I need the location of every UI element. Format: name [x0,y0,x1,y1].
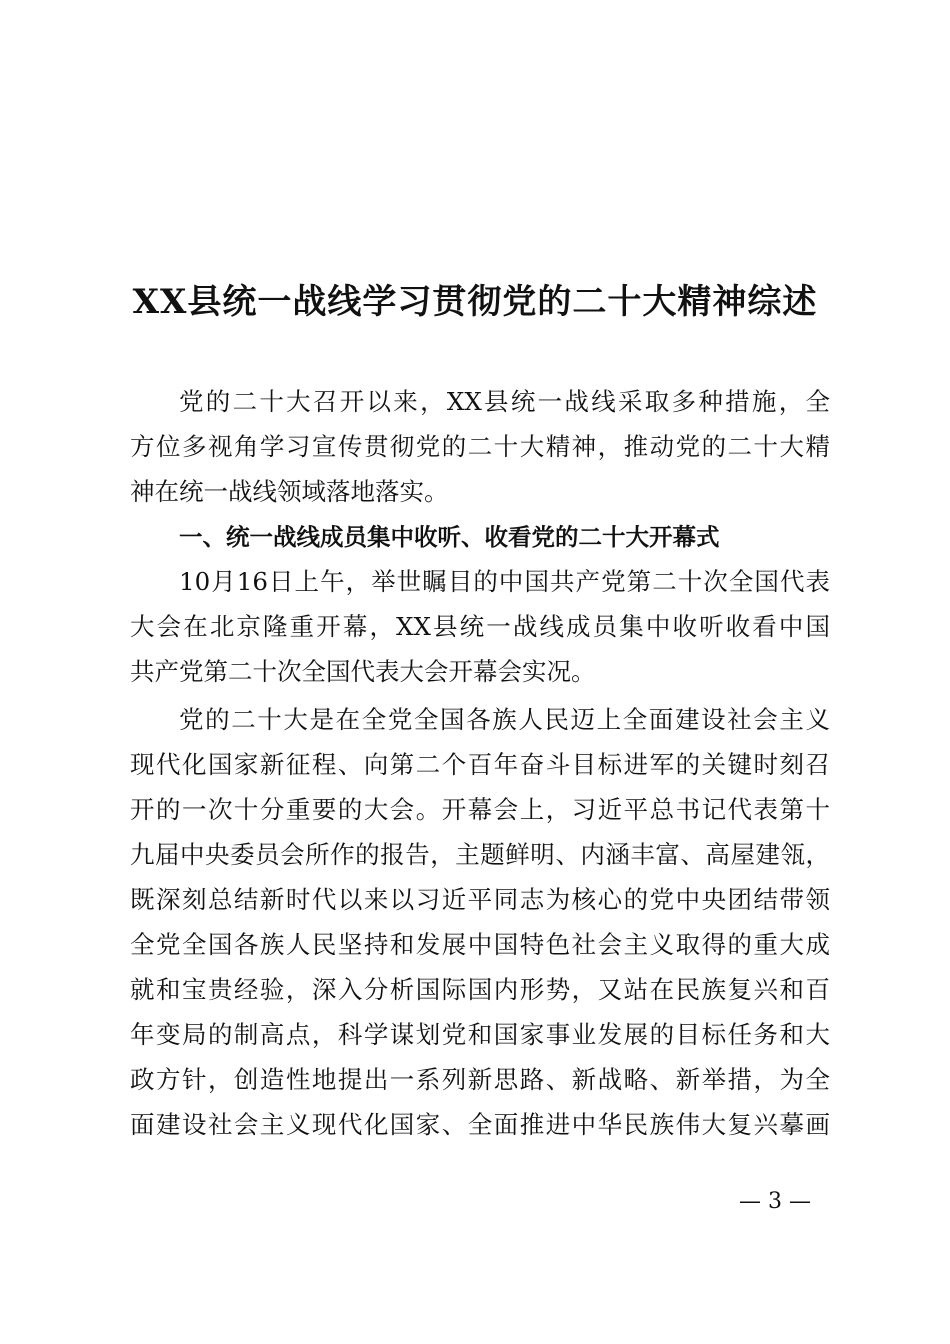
paragraph-2-line-1: 10月16日上午，举世瞩目的中国共产党第二十次全国代表 [179,567,830,596]
section-heading-1: 一、统一战线成员集中收听、收看党的二十大开幕式 [179,523,720,551]
paragraph-3-line-10: 面建设社会主义现代化国家、全面推进中华民族伟大复兴摹画 [130,1110,830,1139]
paragraph-3-line-7: 就和宝贵经验，深入分析国际国内形势，又站在民族复兴和百 [130,975,830,1004]
paragraph-1-line-3: 神在统一战线领域落地落实。 [130,477,449,506]
paragraph-3-line-1: 党的二十大是在全党全国各族人民迈上全面建设社会主义 [179,705,830,734]
document-title: XX县统一战线学习贯彻党的二十大精神综述 [132,282,818,322]
paragraph-3-line-5: 既深刻总结新时代以来以习近平同志为核心的党中央团结带领 [130,885,830,914]
paragraph-3-line-4: 九届中央委员会所作的报告，主题鲜明、内涵丰富、高屋建瓴， [130,840,830,869]
paragraph-2-line-2: 大会在北京隆重开幕，XX县统一战线成员集中收听收看中国 [130,612,830,641]
paragraph-3-line-8: 年变局的制高点，科学谋划党和国家事业发展的目标任务和大 [130,1020,830,1049]
paragraph-2-line-3: 共产党第二十次全国代表大会开幕会实况。 [130,657,596,686]
paragraph-1-line-2: 方位多视角学习宣传贯彻党的二十大精神，推动党的二十大精 [130,432,830,461]
paragraph-3-line-6: 全党全国各族人民坚持和发展中国特色社会主义取得的重大成 [130,930,830,959]
page-number: — 3 — [739,1189,811,1214]
paragraph-3-line-3: 开的一次十分重要的大会。开幕会上，习近平总书记代表第十 [130,795,830,824]
paragraph-1-line-1: 党的二十大召开以来，XX县统一战线采取多种措施，全 [179,387,830,416]
paragraph-3-line-9: 政方针，创造性地提出一系列新思路、新战略、新举措，为全 [130,1065,830,1094]
paragraph-3-line-2: 现代化国家新征程、向第二个百年奋斗目标进军的关键时刻召 [130,750,830,779]
